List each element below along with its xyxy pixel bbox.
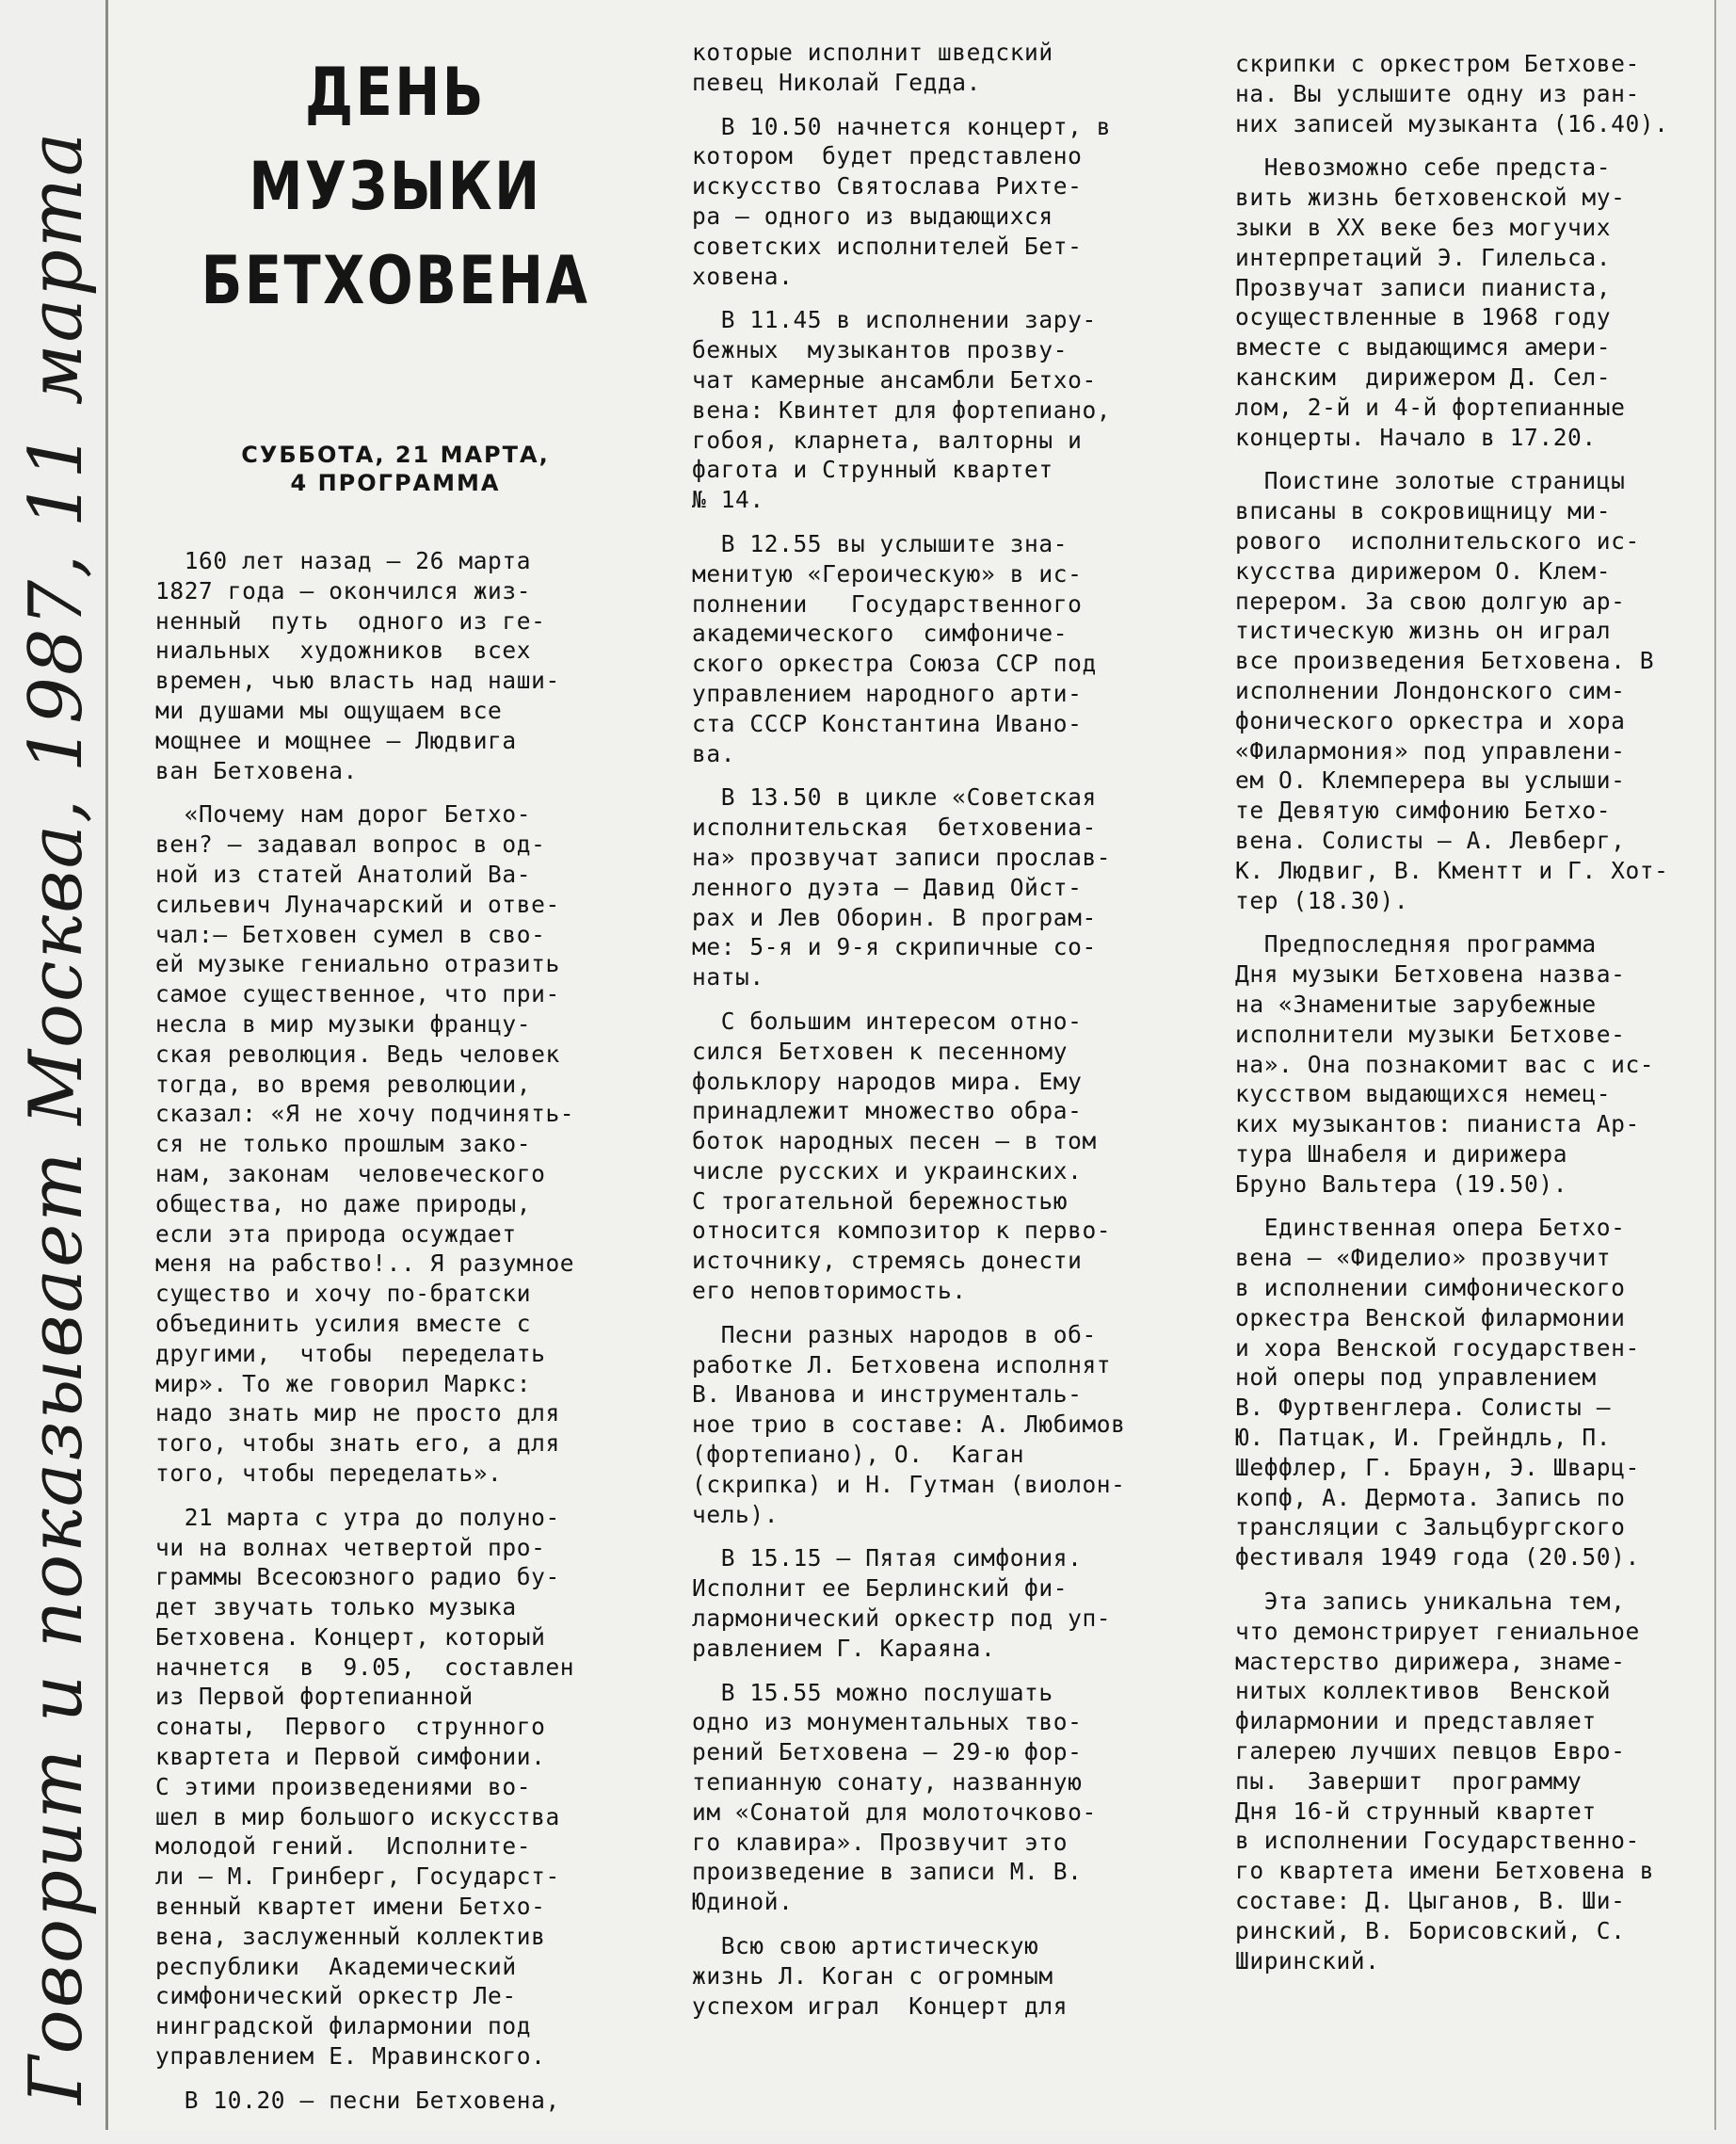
text-line: начнется в 9.05, составлен	[155, 1652, 575, 1681]
article-column-2	[692, 0, 1174, 2035]
text-line: В 13.50 в цикле «Советская	[692, 783, 1097, 812]
text-line: интерпретаций Э. Гилельса.	[1235, 243, 1612, 271]
text-line: Бетховена. Концерт, который	[155, 1622, 546, 1651]
text-line: числе русских и украинских.	[692, 1156, 1083, 1185]
article-paragraph	[155, 1503, 635, 2071]
text-line: источнику, стремясь донести	[692, 1247, 1083, 1275]
text-line: ной из статей Анатолий Ва-	[155, 860, 532, 888]
text-line: того, чтобы переделать».	[155, 1459, 503, 1487]
text-line: трансляции с Зальцбургского	[1235, 1513, 1626, 1541]
text-line: нинградской филармонии под	[155, 2012, 532, 2040]
text-line: В 12.55 вы услышите зна-	[692, 529, 1069, 557]
text-line: шел в мир большого искусства	[155, 1802, 560, 1830]
text-line: Ширинский.	[1235, 1946, 1380, 1975]
text-line: ненный путь одного из ге-	[155, 606, 546, 635]
text-line: Эта запись уникальна тем,	[1235, 1588, 1626, 1616]
text-line: если эта природа осуждает	[155, 1219, 517, 1248]
text-line: С этими произведениями во-	[155, 1772, 532, 1800]
text-line: времен, чью власть над наши-	[155, 667, 560, 695]
text-line: В 11.45 в исполнении зару-	[692, 306, 1097, 334]
text-line: В 15.55 можно послушать	[692, 1678, 1053, 1706]
text-line: В 10.20 — песни Бетховена,	[155, 2086, 560, 2114]
text-line: Всю свою артистическую	[692, 1932, 1039, 1960]
text-line: тистическую жизнь он играл	[1235, 617, 1612, 645]
text-line: на «Знаменитые зарубежные	[1235, 990, 1597, 1018]
text-line: меня на рабство!.. Я разумное	[155, 1249, 575, 1278]
text-line: (фортепиано), О. Каган	[692, 1441, 1025, 1469]
article-paragraph	[692, 1007, 1174, 1306]
text-line: певец Николай Гедда.	[692, 68, 982, 96]
text-line: канским дирижером Д. Сел-	[1235, 363, 1612, 391]
text-line: в исполнении симфонического	[1235, 1274, 1626, 1302]
text-line: ся не только прошлым зако-	[155, 1130, 532, 1158]
text-line: боток народных песен — в том	[692, 1127, 1097, 1155]
text-line: 1827 года — окончился жиз-	[155, 576, 532, 605]
text-line: № 14.	[692, 486, 764, 514]
text-line: фольклору народов мира. Ему	[692, 1067, 1083, 1095]
text-line: ем О. Клемперера вы услыши-	[1235, 766, 1626, 795]
text-line: молодой гений. Исполните-	[155, 1832, 532, 1861]
text-line: другими, чтобы переделать	[155, 1339, 546, 1367]
text-line: Дня музыки Бетховена назва-	[1235, 960, 1626, 989]
text-line: общества, но даже природы,	[155, 1189, 532, 1217]
article-paragraph	[155, 546, 635, 785]
text-line: нам, законам человеческого	[155, 1159, 546, 1187]
article-paragraph	[692, 1320, 1174, 1530]
text-line: ких музыкантов: пианиста Ар-	[1235, 1110, 1640, 1138]
text-line: успехом играл Концерт для	[692, 1991, 1069, 2020]
text-line: одно из монументальных тво-	[692, 1708, 1083, 1736]
text-line: венный квартет имени Бетхо-	[155, 1893, 546, 1921]
text-line: вписаны в сокровищницу ми-	[1235, 497, 1612, 525]
article-paragraph	[692, 1931, 1174, 2021]
text-line: (скрипка) и Н. Гутман (виолон-	[692, 1470, 1126, 1498]
article-paragraph	[692, 112, 1174, 292]
column-1-text	[155, 546, 635, 2116]
text-line: го квартета имени Бетховена в	[1235, 1857, 1655, 1885]
text-line: менитую «Героическую» в ис-	[692, 559, 1083, 588]
text-line: В 15.15 — Пятая симфония.	[692, 1544, 1083, 1572]
text-line: самое существенное, что при-	[155, 980, 560, 1008]
text-line: рового исполнительского ис-	[1235, 526, 1640, 555]
text-line: граммы Всесоюзного радио бу-	[155, 1563, 560, 1591]
text-line: управлением Е. Мравинского.	[155, 2042, 546, 2071]
text-line: мастерство дирижера, знаме-	[1235, 1647, 1626, 1675]
text-line: ва.	[692, 739, 736, 767]
text-line: Прозвучат записи пианиста,	[1235, 273, 1612, 301]
article-paragraph	[1235, 1587, 1706, 1975]
text-line: ленного дуэта — Давид Ойст-	[692, 873, 1083, 901]
text-line: скрипки с оркестром Бетхове-	[1235, 50, 1640, 77]
text-line: чель).	[692, 1500, 780, 1528]
text-line: на. Вы услышите одну из ран-	[1235, 79, 1640, 107]
text-line: исполнители музыки Бетхове-	[1235, 1020, 1626, 1048]
column-3-text	[1235, 49, 1706, 1975]
text-line: ное трио в составе: А. Любимов	[692, 1411, 1126, 1439]
text-line: тер (18.30).	[1235, 886, 1409, 914]
text-line: исполнительская бетховениа-	[692, 814, 1097, 842]
text-line: Поистине золотые страницы	[1235, 467, 1626, 495]
text-line: произведение в записи М. В.	[692, 1858, 1083, 1886]
text-line: ван Бетховена.	[155, 756, 358, 784]
text-line: тогда, во время революции,	[155, 1070, 532, 1098]
text-line: что демонстрирует гениальное	[1235, 1617, 1640, 1645]
article-column-3	[1235, 0, 1706, 1990]
article-paragraph	[1235, 929, 1706, 1199]
text-line: ра — одного из выдающихся	[692, 202, 1053, 230]
text-line: ной оперы под управлением	[1235, 1363, 1597, 1392]
article-paragraph	[1235, 466, 1706, 915]
text-line: В 10.50 начнется концерт, в	[692, 112, 1112, 140]
text-line: чат камерные ансамбли Бетхо-	[692, 365, 1097, 394]
text-line: «Почему нам дорог Бетхо-	[155, 800, 532, 829]
text-line: рений Бетховена — 29-ю фор-	[692, 1738, 1083, 1766]
text-line: С трогательной бережностью	[692, 1186, 1069, 1215]
text-line: тура Шнабеля и дирижера	[1235, 1139, 1568, 1168]
article-headline	[199, 45, 592, 328]
headline-line-2: БЕТХОВЕНА	[201, 242, 590, 319]
text-line: галерею лучших певцов Евро-	[1235, 1737, 1626, 1765]
article-paragraph	[692, 1543, 1174, 1663]
text-line: Ю. Патцак, И. Грейндль, П.	[1235, 1424, 1612, 1452]
text-line: рах и Лев Оборин. В програм-	[692, 903, 1097, 931]
text-line: вена — «Фиделио» прозвучит	[1235, 1244, 1612, 1272]
text-line: из Первой фортепианной	[155, 1683, 474, 1711]
text-line: сонаты, Первого струнного	[155, 1713, 546, 1741]
text-line: лом, 2-й и 4-й фортепианные	[1235, 393, 1626, 421]
article-paragraph	[1235, 49, 1706, 138]
text-line: копф, А. Дермота. Запись по	[1235, 1483, 1626, 1511]
text-line: принадлежит множество обра-	[692, 1097, 1083, 1125]
article-subheading	[155, 441, 635, 497]
text-line: вена, заслуженный коллектив	[155, 1922, 546, 1950]
article-paragraph	[155, 799, 635, 1488]
article-paragraph	[1235, 1213, 1706, 1572]
text-line: них записей музыканта (16.40).	[1235, 109, 1669, 137]
text-line: наты.	[692, 963, 764, 991]
text-line: котором будет представлено	[692, 142, 1083, 170]
text-line: пы. Завершит программу	[1235, 1766, 1583, 1795]
text-line: вена. Солисты — А. Левберг,	[1235, 826, 1626, 854]
handwritten-note: Говорит и показывает Москва, 1987, 11 марта	[14, 130, 99, 2104]
text-line: вместе с выдающимся амери-	[1235, 333, 1612, 362]
text-line: кусством выдающихся немец-	[1235, 1080, 1612, 1108]
article-paragraph	[692, 305, 1174, 515]
text-line: «Филармония» под управлени-	[1235, 736, 1626, 765]
text-line: зыки в XX веке без могучих	[1235, 213, 1612, 241]
text-line: квартета и Первой симфонии.	[155, 1743, 546, 1771]
text-line: ли — М. Гринберг, Государст-	[155, 1862, 560, 1891]
text-line: дет звучать только музыка	[155, 1593, 517, 1621]
text-line: академического симфониче-	[692, 620, 1069, 648]
text-line: кусства дирижером О. Клем-	[1235, 556, 1612, 585]
text-line: вен? — задавал вопрос в од-	[155, 830, 546, 859]
text-line: ми душами мы ощущаем все	[155, 696, 503, 724]
text-line: симфонический оркестр Ле-	[155, 1982, 517, 2010]
text-line: Предпоследняя программа	[1235, 930, 1597, 959]
text-line: полнении Государственного	[692, 589, 1083, 618]
text-line: те Девятую симфонию Бетхо-	[1235, 797, 1612, 825]
text-line: республики Академический	[155, 1952, 517, 1980]
text-line: исполнении Лондонского сим-	[1235, 676, 1626, 704]
text-line: ей музыке гениально отразить	[155, 950, 560, 978]
text-line: фестиваля 1949 года (20.50).	[1235, 1543, 1640, 1572]
text-line: К. Людвиг, В. Кментт и Г. Хот-	[1235, 856, 1669, 884]
text-line: на» прозвучат записи прослав-	[692, 843, 1112, 871]
text-line: Дня 16-й струнный квартет	[1235, 1797, 1597, 1825]
text-line: чи на волнах четвертой про-	[155, 1533, 546, 1561]
text-line: нитых коллективов Венской	[1235, 1677, 1612, 1705]
text-line: его неповторимость.	[692, 1277, 967, 1305]
text-line: ского оркестра Союза ССР под	[692, 650, 1097, 678]
text-line: гобоя, кларнета, валторны и	[692, 426, 1083, 454]
text-line: 21 марта с утра до полуно-	[155, 1503, 560, 1531]
text-line: бежных музыкантов прозву-	[692, 336, 1069, 364]
text-line: жизнь Л. Коган с огромным	[692, 1961, 1053, 1990]
text-line: Песни разных народов в об-	[692, 1320, 1097, 1348]
text-line: вить жизнь бетховенской му-	[1235, 184, 1626, 212]
text-line: вена: Квинтет для фортепиано,	[692, 395, 1112, 424]
text-line: осуществленные в 1968 году	[1235, 303, 1612, 331]
article-paragraph	[692, 782, 1174, 992]
text-line: им «Сонатой для молоточково-	[692, 1797, 1097, 1826]
text-line: концерты. Начало в 17.20.	[1235, 423, 1597, 451]
text-line: фонического оркестра и хора	[1235, 706, 1626, 734]
text-line: мир». То же говорил Маркс:	[155, 1369, 532, 1397]
text-line: фагота и Струнный квартет	[692, 456, 1053, 484]
text-line: сказал: «Я не хочу подчинять-	[155, 1100, 575, 1128]
subheading-date: СУББОТА, 21 МАРТА,	[241, 442, 550, 468]
text-line: чал:— Бетховен сумел в сво-	[155, 920, 546, 948]
clipping-right-edge	[1714, 0, 1716, 2130]
text-line: Исполнит ее Берлинский фи-	[692, 1574, 1069, 1603]
text-line: Единственная опера Бетхо-	[1235, 1214, 1626, 1242]
text-line: ме: 5-я и 9-я скрипичные со-	[692, 933, 1097, 961]
article-column-1	[155, 0, 635, 2130]
text-line: надо знать мир не просто для	[155, 1399, 560, 1427]
text-line: в исполнении Государственно-	[1235, 1827, 1640, 1855]
text-line: искусство Святослава Рихте-	[692, 172, 1083, 201]
text-line: го клавира». Прозвучит это	[692, 1828, 1069, 1856]
text-line: объединить усилия вместе с	[155, 1309, 532, 1337]
text-line: 160 лет назад — 26 марта	[155, 547, 532, 574]
text-line: которые исполнит шведский	[692, 39, 1053, 66]
text-line: все произведения Бетховена. В	[1235, 647, 1655, 675]
text-line: ста СССР Константина Ивано-	[692, 709, 1083, 737]
text-line: С большим интересом отно-	[692, 1007, 1083, 1035]
subheading-program: 4 ПРОГРАММА	[290, 470, 501, 496]
text-line: лармонический оркестр под уп-	[692, 1604, 1112, 1633]
text-line: Невозможно себе предста-	[1235, 153, 1612, 182]
text-line: работке Л. Бетховена исполнят	[692, 1350, 1112, 1378]
clipping-left-edge	[105, 0, 108, 2130]
text-line: относится композитор к перво-	[692, 1217, 1112, 1245]
column-2-text	[692, 38, 1174, 2021]
text-line: В. Иванова и инструменталь-	[692, 1380, 1083, 1409]
text-line: ниальных художников всех	[155, 637, 532, 665]
text-line: советских исполнителей Бет-	[692, 232, 1083, 260]
text-line: сился Бетховен к песенному	[692, 1037, 1069, 1065]
text-line: сильевич Луначарский и отве-	[155, 890, 560, 918]
text-line: и хора Венской государствен-	[1235, 1333, 1640, 1362]
article-paragraph	[155, 2086, 635, 2116]
article-paragraph	[692, 1678, 1174, 1917]
text-line: филармонии и представляет	[1235, 1707, 1597, 1735]
text-line: ская революция. Ведь человек	[155, 1040, 560, 1068]
article-paragraph	[692, 529, 1174, 768]
article-paragraph	[692, 38, 1174, 98]
text-line: тепианную сонату, названную	[692, 1768, 1083, 1797]
text-line: Бруно Вальтера (19.50).	[1235, 1169, 1568, 1198]
text-line: Шеффлер, Г. Браун, Э. Шварц-	[1235, 1453, 1640, 1481]
text-line: управлением народного арти-	[692, 679, 1083, 707]
text-line: оркестра Венской филармонии	[1235, 1303, 1626, 1331]
text-line: на». Она познакомит вас с ис-	[1235, 1050, 1655, 1078]
text-line: перером. За свою долгую ар-	[1235, 587, 1626, 615]
text-line: ховена.	[692, 262, 794, 290]
text-line: равлением Г. Караяна.	[692, 1634, 996, 1662]
headline-line-1: ДЕНЬ МУЗЫКИ	[249, 54, 542, 225]
text-line: Юдиной.	[692, 1888, 794, 1916]
text-line: несла в мир музыки францу-	[155, 1009, 532, 1038]
text-line: того, чтобы знать его, а для	[155, 1429, 560, 1458]
text-line: В. Фуртвенглера. Солисты —	[1235, 1394, 1612, 1422]
text-line: ринский, В. Борисовский, С.	[1235, 1916, 1626, 1944]
article-paragraph	[1235, 153, 1706, 452]
text-line: составе: Д. Цыганов, В. Ши-	[1235, 1887, 1626, 1915]
text-line: мощнее и мощнее — Людвига	[155, 726, 517, 754]
text-line: существо и хочу по-братски	[155, 1280, 532, 1308]
